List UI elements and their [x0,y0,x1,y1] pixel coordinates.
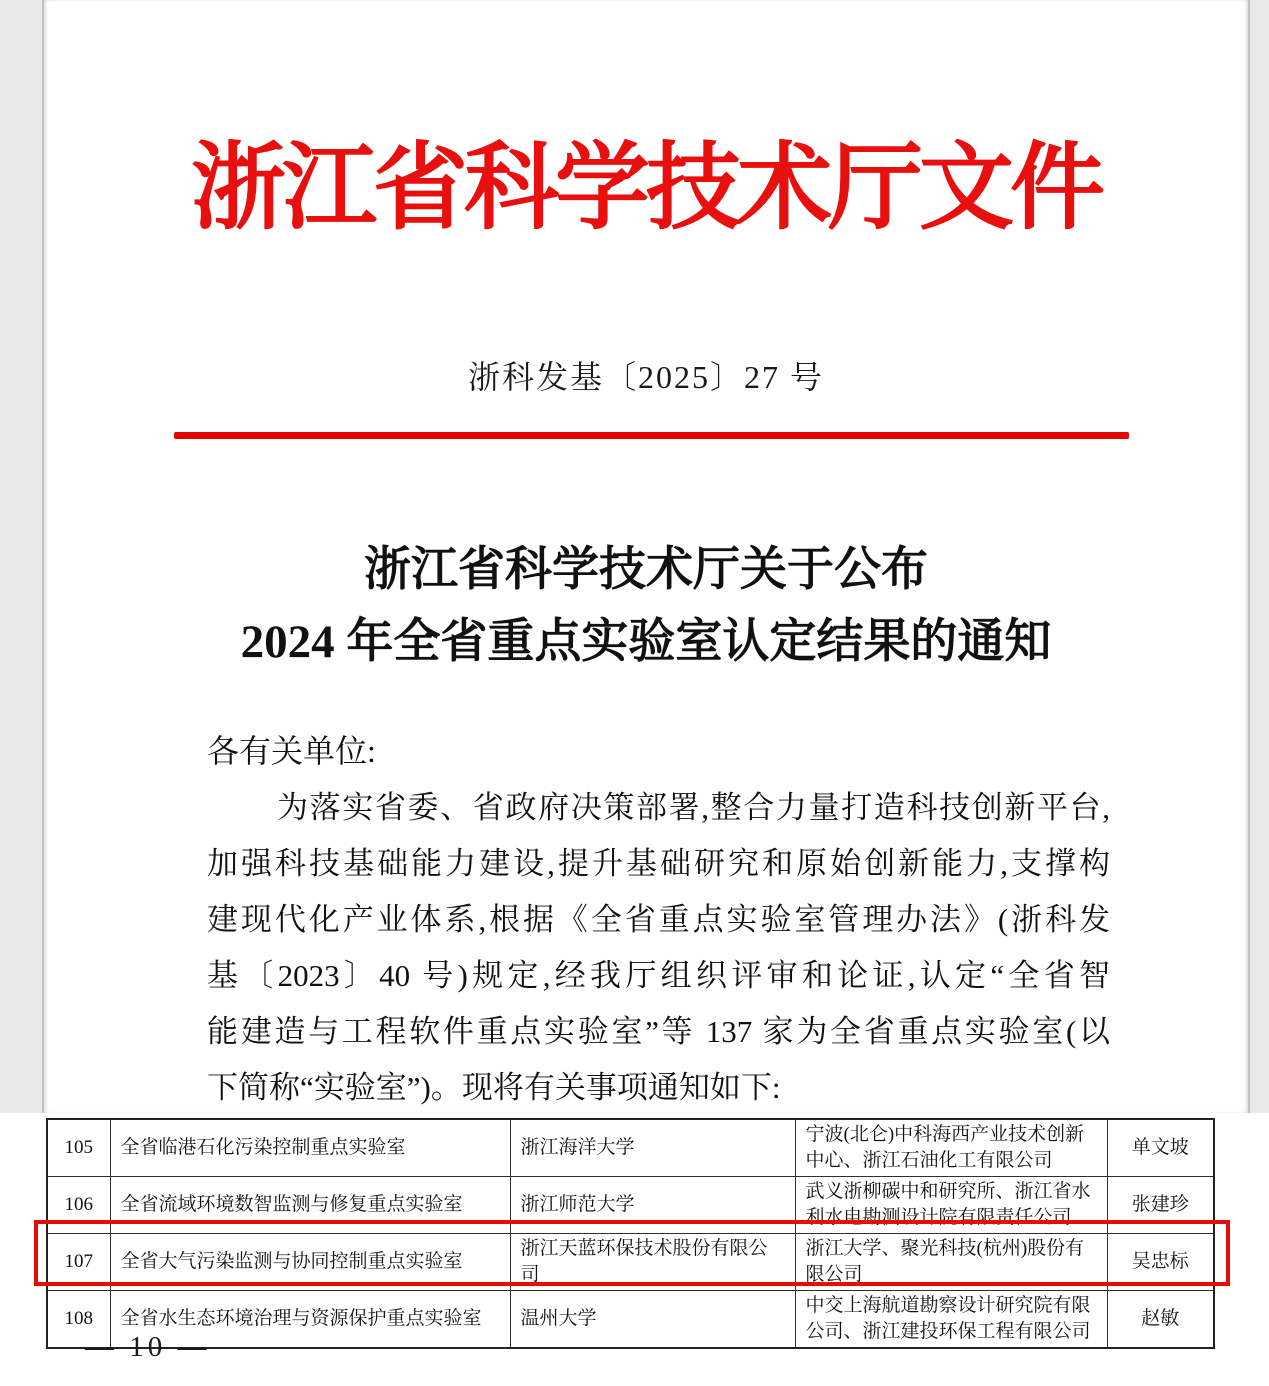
body-line: 加强科技基础能力建设,提升基础研究和原始创新能力,支撑构 [207,846,1110,881]
notice-title-line2: 2024 年全省重点实验室认定结果的通知 [240,616,1052,668]
director-cell: 吴忠标 [1107,1234,1214,1291]
page-number: — 10 — [85,1331,211,1363]
table-row [47,1119,1214,1177]
host-institution-cell: 浙江天蓝环保技术股份有限公司 [510,1234,795,1291]
red-separator-rule [174,432,1129,439]
table-row [47,1291,1214,1349]
row-107-highlight-box [34,1220,1230,1286]
body-paragraph [207,780,1110,1116]
partner-institutions-cell: 浙江大学、聚光科技(杭州)股份有限公司 [795,1234,1107,1291]
director-cell: 赵敏 [1107,1291,1214,1349]
body-line: 下简称“实验室”)。现将有关事项通知如下: [207,1070,781,1105]
director-cell: 张建珍 [1107,1177,1214,1234]
partner-institutions-cell: 宁波(北仑)中科海西产业技术创新中心、浙江石油化工有限公司 [795,1119,1107,1177]
document-page [42,0,1250,1113]
body-line: 能建造与工程软件重点实验室”等 137 家为全省重点实验室(以 [207,1014,1110,1049]
lab-name-cell: 全省水生态环境治理与资源保护重点实验室 [110,1291,510,1349]
director-cell: 单文坡 [1107,1119,1214,1177]
row-number-cell: 106 [47,1177,110,1234]
document-header-title: 浙江省科学技术厅文件 [190,135,1101,241]
lab-name-cell: 全省流域环境数智监测与修复重点实验室 [110,1177,510,1234]
body-line: 基〔2023〕40 号)规定,经我厅组织评审和论证,认定“全省智 [207,958,1110,993]
host-institution-cell: 温州大学 [510,1291,795,1349]
salutation: 各有关单位: [207,733,376,769]
lab-name-cell: 全省大气污染监测与协同控制重点实验室 [110,1234,510,1291]
partner-institutions-cell: 武义浙柳碳中和研究所、浙江省水利水电勘测设计院有限责任公司 [795,1177,1107,1234]
lab-name-cell: 全省临港石化污染控制重点实验室 [110,1119,510,1177]
body-line: 为落实省委、省政府决策部署,整合力量打造科技创新平台, [277,790,1110,825]
document-number: 浙科发基〔2025〕27 号 [467,359,824,395]
host-institution-cell: 浙江海洋大学 [510,1119,795,1177]
notice-title-line1: 浙江省科学技术厅关于公布 [364,544,928,596]
row-number-cell: 107 [47,1234,110,1291]
row-number-cell: 108 [47,1291,110,1349]
host-institution-cell: 浙江师范大学 [510,1177,795,1234]
body-line: 建现代化产业体系,根据《全省重点实验室管理办法》(浙科发 [207,902,1110,937]
table-section [0,1113,1269,1386]
row-number-cell: 105 [47,1119,110,1177]
partner-institutions-cell: 中交上海航道勘察设计研究院有限公司、浙江建投环保工程有限公司 [795,1291,1107,1349]
